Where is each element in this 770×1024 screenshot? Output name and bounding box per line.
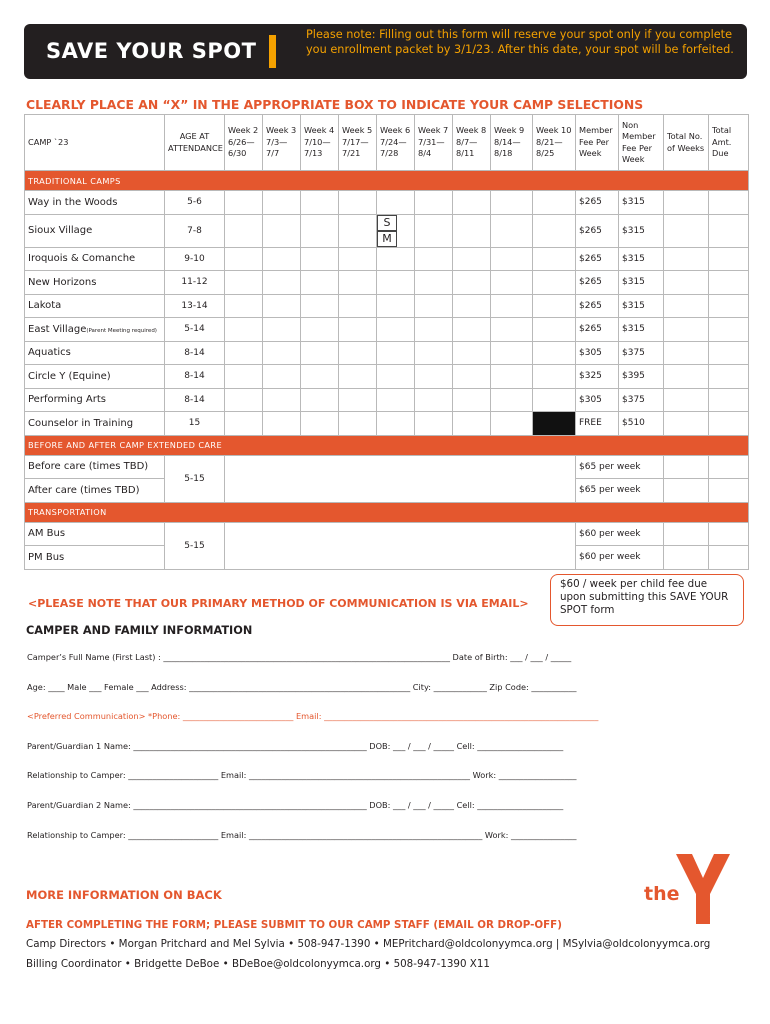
week-checkbox[interactable] [263, 214, 301, 247]
preferred-communication-line[interactable]: <Preferred Communication> *Phone: ___________________________ Email: ___________________________________________________________________ [27, 711, 599, 721]
week-checkbox[interactable] [339, 271, 377, 295]
camper-name-line[interactable]: Camper’s Full Name (First Last) : ______________________________________________________________________ Date of Birth: ___ / ___ / _____ [27, 652, 572, 662]
extended-care-fee: $65 per week [576, 479, 664, 503]
non-member-fee: $315 [619, 214, 664, 247]
extended-care-section-label: BEFORE AND AFTER CAMP EXTENDED CARE [25, 435, 749, 455]
total-due-field[interactable] [709, 271, 749, 295]
week-checkbox[interactable] [263, 271, 301, 295]
member-fee: FREE [576, 412, 619, 436]
week-checkbox[interactable] [263, 247, 301, 271]
week-checkbox[interactable] [339, 412, 377, 436]
traditional-camps-section [25, 171, 749, 191]
week-checkbox[interactable] [339, 247, 377, 271]
camp-age: 5-6 [165, 191, 225, 215]
week-checkbox[interactable] [301, 294, 339, 318]
table-row [25, 388, 749, 412]
table-header-row [25, 115, 749, 171]
total-weeks-field[interactable] [664, 214, 709, 247]
table-row [25, 294, 749, 318]
week-checkbox[interactable] [491, 318, 533, 342]
total-due-field[interactable] [709, 191, 749, 215]
non-member-fee: $315 [619, 271, 664, 295]
guardian-2-line[interactable]: Parent/Guardian 2 Name: _________________________________________________________ DOB: ___ / ___ / _____ Cell: _____________________ [27, 800, 564, 810]
extended-care-fee: $65 per week [576, 455, 664, 479]
logo-word: the [644, 883, 680, 905]
week-checkbox[interactable] [533, 247, 576, 271]
week-checkbox[interactable] [263, 191, 301, 215]
form-title: SAVE YOUR SPOT [46, 39, 257, 63]
week-checkbox[interactable] [415, 412, 453, 436]
header-banner [24, 24, 747, 79]
transport-name: AM Bus [25, 522, 165, 546]
total-due-field[interactable] [709, 546, 749, 570]
week-checkbox[interactable] [415, 247, 453, 271]
week-checkbox[interactable] [301, 318, 339, 342]
week-checkbox[interactable] [415, 365, 453, 389]
transportation-section-label: TRANSPORTATION [25, 502, 749, 522]
table-row [25, 318, 749, 342]
week-checkbox[interactable] [225, 294, 263, 318]
week-checkbox[interactable] [415, 388, 453, 412]
week-checkbox[interactable] [225, 365, 263, 389]
transportation-section [25, 502, 749, 522]
camp-age: 9-10 [165, 247, 225, 271]
billing-contact: Billing Coordinator • Bridgette DeBoe • BDeBoe@oldcolonyymca.org • 508-947-1390 X11 [26, 958, 490, 970]
camp-note: (Parent Meeting required) [86, 327, 157, 334]
camp-name-text: Iroquois & Comanche [28, 253, 136, 265]
non-member-fee: $315 [619, 294, 664, 318]
session-box[interactable]: S [377, 215, 397, 231]
camp-age: 15 [165, 412, 225, 436]
session-box[interactable]: M [377, 231, 397, 247]
total-due-field[interactable] [709, 247, 749, 271]
guardian-1-relationship-line[interactable]: Relationship to Camper: ______________________ Email: ______________________________________________________ Work: ___________________ [27, 770, 577, 780]
week-checkbox[interactable] [377, 294, 415, 318]
week-checkbox[interactable] [453, 294, 491, 318]
non-member-fee: $315 [619, 191, 664, 215]
ymca-logo [640, 848, 750, 928]
week-checkbox[interactable] [339, 318, 377, 342]
selection-instruction: CLEARLY PLACE AN “X” IN THE APPROPRIATE BOX TO INDICATE YOUR CAMP SELECTIONS [26, 97, 644, 112]
table-row [25, 247, 749, 271]
week-checkbox[interactable] [415, 191, 453, 215]
total-weeks-field[interactable] [664, 412, 709, 436]
camp-age: 13-14 [165, 294, 225, 318]
extended-care-age: 5-15 [165, 455, 225, 502]
non-member-fee: $315 [619, 247, 664, 271]
camp-name-text: Way in the Woods [28, 196, 118, 208]
camp-name-text: Sioux Village [28, 225, 93, 236]
week-checkbox[interactable] [453, 247, 491, 271]
week-checkbox[interactable] [377, 318, 415, 342]
age-header: AGE AT ATTENDANCE [165, 115, 225, 171]
total-weeks-field[interactable] [664, 365, 709, 389]
non-member-fee-header: Non Member Fee Per Week [619, 115, 664, 171]
week-checkbox[interactable] [225, 191, 263, 215]
week-checkbox[interactable] [263, 365, 301, 389]
camp-age: 5-14 [165, 318, 225, 342]
week-checkbox[interactable] [301, 365, 339, 389]
total-weeks-field[interactable] [664, 247, 709, 271]
camp-name [25, 247, 165, 271]
week-checkbox[interactable] [533, 271, 576, 295]
week-checkbox[interactable] [533, 214, 576, 247]
logo-sub: YMCA [709, 900, 722, 919]
total-weeks-field[interactable] [664, 341, 709, 365]
week-checkbox[interactable] [377, 412, 415, 436]
total-due-field[interactable] [709, 318, 749, 342]
table-row [25, 455, 749, 479]
member-fee: $265 [576, 191, 619, 215]
week-checkbox[interactable] [491, 214, 533, 247]
submission-instruction: AFTER COMPLETING THE FORM; PLEASE SUBMIT TO OUR CAMP STAFF (EMAIL OR DROP-OFF) [26, 919, 562, 931]
camp-name [25, 214, 165, 247]
total-weeks-field[interactable] [664, 388, 709, 412]
total-due-field[interactable] [709, 365, 749, 389]
total-weeks-field[interactable] [664, 455, 709, 479]
week-checkbox[interactable] [225, 388, 263, 412]
week-checkbox[interactable] [301, 271, 339, 295]
week-header: Week 3 7/3— 7/7 [263, 115, 301, 171]
week-checkbox[interactable] [453, 341, 491, 365]
member-fee: $305 [576, 341, 619, 365]
transport-fee: $60 per week [576, 522, 664, 546]
camp-name-text: Counselor in Training [28, 417, 134, 429]
week-checkbox[interactable] [415, 214, 453, 247]
week-checkbox[interactable] [339, 294, 377, 318]
week-checkbox[interactable] [491, 341, 533, 365]
week-checkbox[interactable] [491, 271, 533, 295]
member-fee: $265 [576, 214, 619, 247]
extended-care-weeks[interactable] [225, 455, 576, 502]
member-fee: $305 [576, 388, 619, 412]
table-row [25, 214, 749, 247]
camp-age: 8-14 [165, 365, 225, 389]
total-due-field[interactable] [709, 294, 749, 318]
member-fee: $265 [576, 271, 619, 295]
week-checkbox[interactable] [491, 191, 533, 215]
week-checkbox[interactable] [377, 271, 415, 295]
table-row [25, 365, 749, 389]
week-checkbox[interactable] [377, 341, 415, 365]
week-checkbox[interactable] [377, 388, 415, 412]
week-checkbox[interactable] [415, 341, 453, 365]
total-weeks-field[interactable] [664, 318, 709, 342]
camp-title: CAMP `23 [25, 115, 165, 171]
total-weeks-field[interactable] [664, 271, 709, 295]
more-info-notice: MORE INFORMATION ON BACK [26, 888, 222, 902]
camp-name [25, 318, 165, 342]
week-checkbox[interactable] [339, 214, 377, 247]
table-row [25, 271, 749, 295]
camp-name [25, 271, 165, 295]
week-header: Week 10 8/21— 8/25 [533, 115, 576, 171]
week-checkbox[interactable] [491, 365, 533, 389]
non-member-fee: $510 [619, 412, 664, 436]
camp-selection-table [24, 114, 749, 570]
week-checkbox[interactable] [263, 388, 301, 412]
total-due-field[interactable] [709, 341, 749, 365]
week-checkbox[interactable] [225, 247, 263, 271]
member-fee: $325 [576, 365, 619, 389]
total-due-field[interactable] [709, 388, 749, 412]
non-member-fee: $375 [619, 341, 664, 365]
week-header: Week 6 7/24— 7/28 [377, 115, 415, 171]
camper-details-line[interactable]: Age: ____ Male ___ Female ___ Address: ______________________________________________________ City: _____________ Zip Code: ___________ [27, 682, 577, 692]
camper-info-title: CAMPER AND FAMILY INFORMATION [26, 624, 253, 637]
week-checkbox[interactable] [301, 388, 339, 412]
week-header: Week 4 7/10— 7/13 [301, 115, 339, 171]
non-member-fee: $375 [619, 388, 664, 412]
week-header: Week 8 8/7— 8/11 [453, 115, 491, 171]
extended-care-name: After care (times TBD) [25, 479, 165, 503]
guardian-1-line[interactable]: Parent/Guardian 1 Name: _________________________________________________________ DOB: ___ / ___ / _____ Cell: _____________________ [27, 741, 564, 751]
week-checkbox[interactable] [225, 271, 263, 295]
member-fee: $265 [576, 318, 619, 342]
non-member-fee: $315 [619, 318, 664, 342]
week-unavailable [533, 412, 576, 436]
week-checkbox[interactable] [533, 294, 576, 318]
week-checkbox[interactable] [301, 214, 339, 247]
table-row [25, 191, 749, 215]
week-checkbox[interactable] [533, 191, 576, 215]
total-due-field[interactable] [709, 455, 749, 479]
week-checkbox[interactable] [415, 271, 453, 295]
week-checkbox[interactable] [491, 247, 533, 271]
week-checkbox[interactable] [377, 365, 415, 389]
week-checkbox[interactable] [301, 247, 339, 271]
week-checkbox[interactable] [453, 388, 491, 412]
total-due-field[interactable] [709, 479, 749, 503]
email-communication-note: <PLEASE NOTE THAT OUR PRIMARY METHOD OF COMMUNICATION IS VIA EMAIL> [28, 597, 529, 610]
week-checkbox[interactable] [301, 341, 339, 365]
camp-name [25, 294, 165, 318]
camp-name-text: New Horizons [28, 276, 97, 288]
total-due-header: Total Amt. Due [709, 115, 749, 171]
week-checkbox[interactable] [453, 214, 491, 247]
title-divider [269, 35, 276, 68]
total-due-field[interactable] [709, 412, 749, 436]
week-checkbox[interactable] [415, 318, 453, 342]
week-checkbox[interactable] [301, 191, 339, 215]
camp-age: 11-12 [165, 271, 225, 295]
table-row [25, 522, 749, 546]
guardian-2-relationship-line[interactable]: Relationship to Camper: ______________________ Email: _________________________________________________________ Work: ________________ [27, 830, 577, 840]
week-header: Week 7 7/31— 8/4 [415, 115, 453, 171]
week-checkbox[interactable] [225, 412, 263, 436]
member-fee: $265 [576, 294, 619, 318]
camp-age: 8-14 [165, 388, 225, 412]
total-due-field[interactable] [709, 214, 749, 247]
camp-name-text: East Village [28, 323, 87, 335]
week-checkbox[interactable] [263, 412, 301, 436]
week-checkbox[interactable] [301, 412, 339, 436]
week-checkbox[interactable] [339, 341, 377, 365]
total-weeks-header: Total No. of Weeks [664, 115, 709, 171]
camp-name-text: Aquatics [28, 347, 71, 359]
week-header: Week 9 8/14— 8/18 [491, 115, 533, 171]
transport-name: PM Bus [25, 546, 165, 570]
week-checkbox[interactable] [491, 412, 533, 436]
fee-callout: $60 / week per child fee due upon submitting this SAVE YOUR SPOT form [550, 574, 744, 626]
week-checkbox[interactable] [453, 365, 491, 389]
week-checkbox[interactable] [339, 365, 377, 389]
week-checkbox[interactable] [263, 318, 301, 342]
week-checkbox[interactable] [453, 412, 491, 436]
week-checkbox[interactable] [339, 191, 377, 215]
week-checkbox[interactable] [491, 294, 533, 318]
total-weeks-field[interactable] [664, 191, 709, 215]
table-row [25, 341, 749, 365]
week-checkbox[interactable] [377, 191, 415, 215]
member-fee-header: Member Fee Per Week [576, 115, 619, 171]
week-checkbox[interactable] [225, 214, 263, 247]
total-weeks-field[interactable] [664, 522, 709, 546]
week-checkbox[interactable] [225, 318, 263, 342]
traditional-camps-section-label: TRADITIONAL CAMPS [25, 171, 749, 191]
week-checkbox[interactable] [491, 388, 533, 412]
camp-name-text: Lakota [28, 300, 62, 312]
extended-care-section [25, 435, 749, 455]
camp-name [25, 412, 165, 436]
week-checkbox[interactable] [533, 341, 576, 365]
transport-weeks[interactable] [225, 522, 576, 569]
week-checkbox[interactable] [377, 214, 415, 247]
week-checkbox[interactable] [453, 191, 491, 215]
camp-age: 8-14 [165, 341, 225, 365]
extended-care-name: Before care (times TBD) [25, 455, 165, 479]
member-fee: $265 [576, 247, 619, 271]
total-weeks-field[interactable] [664, 546, 709, 570]
camp-name-text: Circle Y (Equine) [28, 370, 111, 382]
week-checkbox[interactable] [533, 388, 576, 412]
total-weeks-field[interactable] [664, 479, 709, 503]
week-checkbox[interactable] [339, 388, 377, 412]
camp-name [25, 341, 165, 365]
week-checkbox[interactable] [225, 341, 263, 365]
camp-name [25, 388, 165, 412]
reservation-note: Please note: Filling out this form will reserve your spot only if you complete you enrollment packet by 3/1/23. After this date, your spot will be forfeited. [306, 28, 734, 56]
week-header: Week 2 6/26— 6/30 [225, 115, 263, 171]
week-checkbox[interactable] [533, 365, 576, 389]
week-checkbox[interactable] [533, 318, 576, 342]
total-weeks-field[interactable] [664, 294, 709, 318]
transport-age: 5-15 [165, 522, 225, 569]
total-due-field[interactable] [709, 522, 749, 546]
camp-directors-contact: Camp Directors • Morgan Pritchard and Mel Sylvia • 508-947-1390 • MEPritchard@oldcolonyymca.org | MSylvia@oldcolonyymca.org [26, 938, 711, 950]
week-checkbox[interactable] [263, 341, 301, 365]
transport-fee: $60 per week [576, 546, 664, 570]
week-checkbox[interactable] [263, 294, 301, 318]
camp-name [25, 365, 165, 389]
camp-age: 7-8 [165, 214, 225, 247]
week-checkbox[interactable] [453, 318, 491, 342]
camp-name-text: Performing Arts [28, 394, 106, 406]
week-checkbox[interactable] [377, 247, 415, 271]
non-member-fee: $395 [619, 365, 664, 389]
camp-name [25, 191, 165, 215]
week-checkbox[interactable] [453, 271, 491, 295]
week-header: Week 5 7/17— 7/21 [339, 115, 377, 171]
table-row [25, 412, 749, 436]
week-checkbox[interactable] [415, 294, 453, 318]
